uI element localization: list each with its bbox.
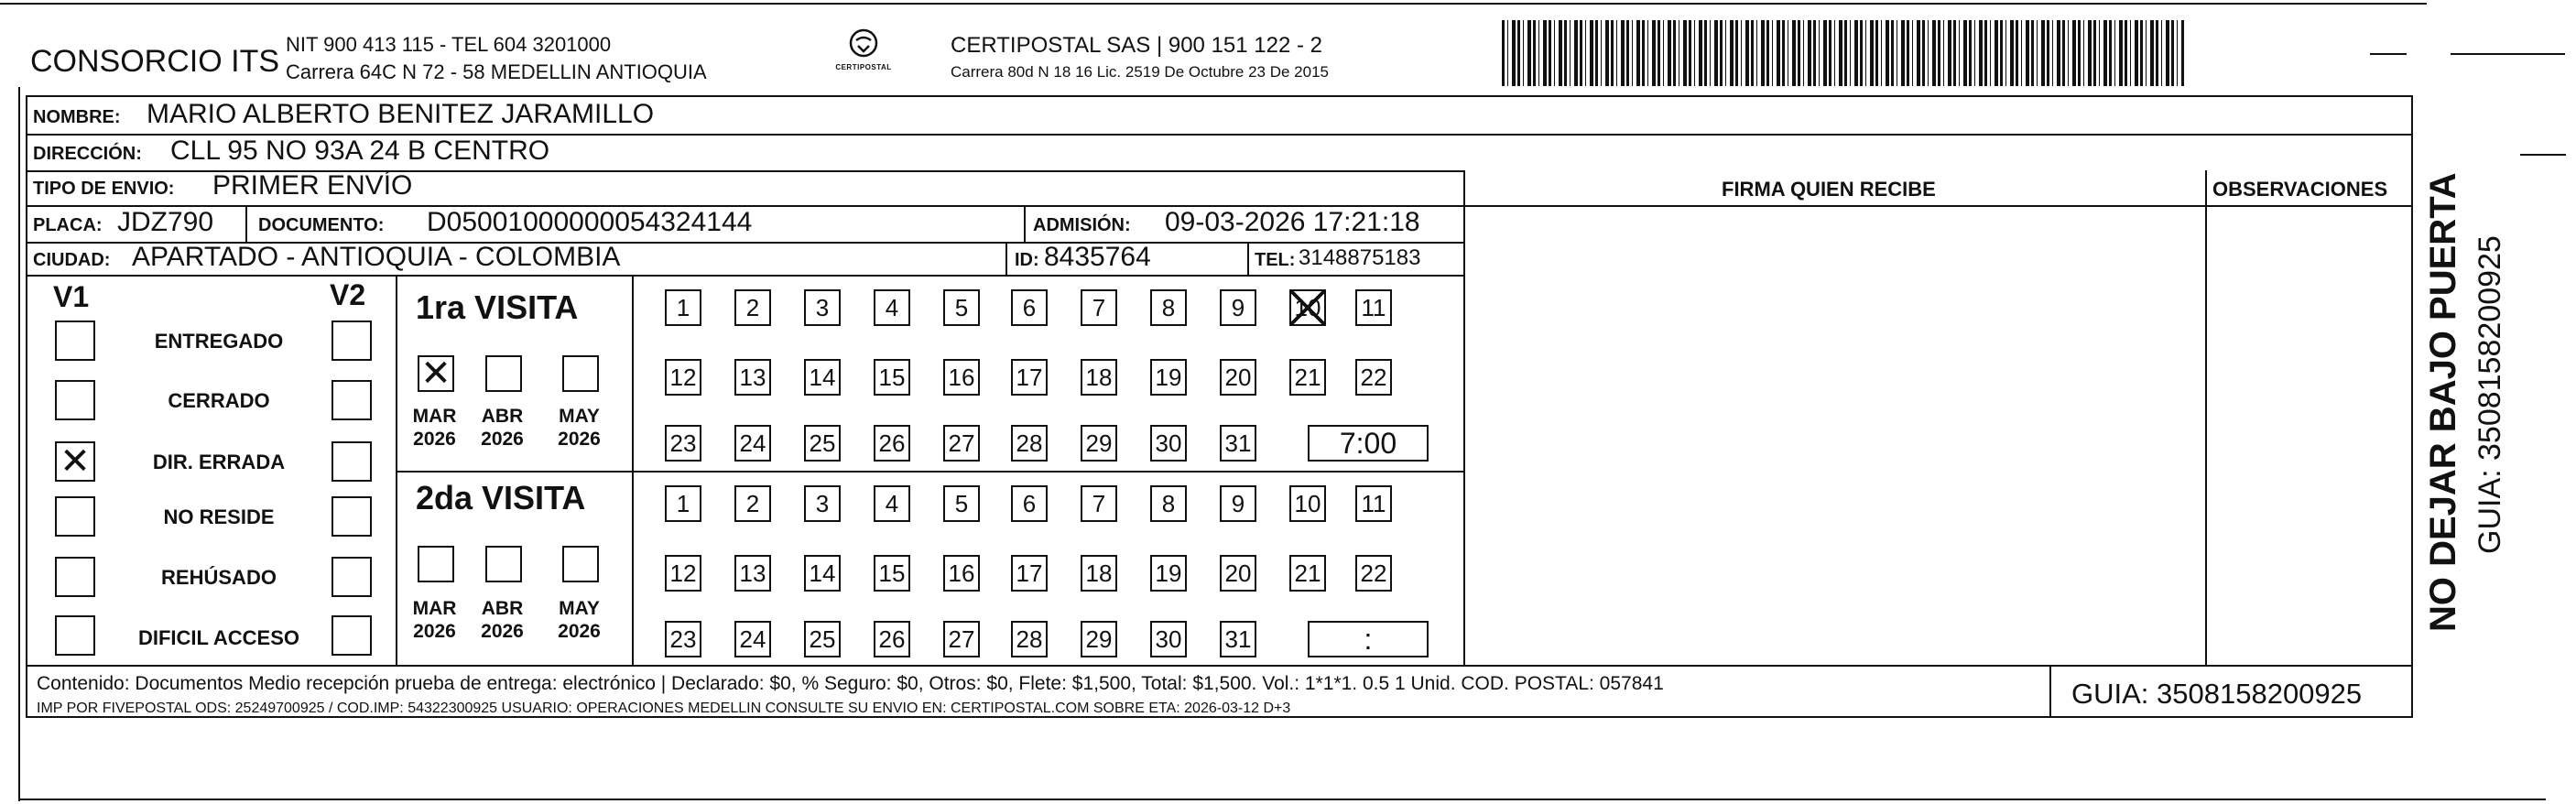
- v2-dificil-acceso-checkbox[interactable]: [332, 615, 372, 656]
- first-visit-day-6[interactable]: 6: [1011, 289, 1048, 326]
- documento-value: D05001000000054324144: [427, 207, 753, 237]
- id-label: ID:: [1015, 250, 1039, 270]
- first-visit-day-29[interactable]: 29: [1081, 425, 1117, 462]
- second-visit-day-29[interactable]: 29: [1081, 621, 1117, 657]
- id-value: 8435764: [1044, 242, 1151, 272]
- firma-header: FIRMA QUIEN RECIBE: [1722, 178, 1936, 201]
- second-visit-abr-box[interactable]: [485, 546, 522, 582]
- first-visit-day-17[interactable]: 17: [1011, 359, 1048, 396]
- first-visit-time-box[interactable]: 7:00: [1308, 425, 1429, 462]
- second-visit-abr-label: ABR 2026: [481, 598, 524, 643]
- v1-label: V1: [53, 280, 90, 313]
- first-visit-day-25[interactable]: 25: [804, 425, 841, 462]
- second-visit-day-8[interactable]: 8: [1150, 485, 1187, 522]
- first-visit-day-11[interactable]: 11: [1355, 289, 1392, 326]
- first-visit-day-26[interactable]: 26: [874, 425, 910, 462]
- v1-dir-errada-checkbox[interactable]: ✕: [55, 441, 95, 482]
- first-visit-day-21[interactable]: 21: [1289, 359, 1326, 396]
- certipostal-logo: [831, 27, 896, 82]
- tel-divider: [1247, 242, 1249, 275]
- second-visit-day-6[interactable]: 6: [1011, 485, 1048, 522]
- v2-no-reside-checkbox[interactable]: [332, 496, 372, 537]
- placa-label: PLACA:: [33, 215, 103, 235]
- ciudad-value: APARTADO - ANTIOQUIA - COLOMBIA: [132, 242, 621, 272]
- first-visit-day-14[interactable]: 14: [804, 359, 841, 396]
- v1-cerrado-checkbox[interactable]: [55, 380, 95, 420]
- second-visit-day-28[interactable]: 28: [1011, 621, 1048, 657]
- obs-left-line: [2205, 170, 2207, 665]
- side-guia: GUIA: 3508158200925: [2473, 235, 2507, 554]
- second-visit-time-box[interactable]: :: [1308, 621, 1429, 657]
- ciudad-label: CIUDAD:: [33, 250, 111, 270]
- first-visit-may-label: MAY 2026: [558, 406, 601, 451]
- second-visit-mar-label: MAR 2026: [412, 598, 457, 643]
- first-visit-day-16[interactable]: 16: [943, 359, 980, 396]
- first-visit-day-24[interactable]: 24: [734, 425, 771, 462]
- tipo-envio-value: PRIMER ENVÍO: [212, 170, 413, 201]
- second-visit-day-25[interactable]: 25: [804, 621, 841, 657]
- second-visit-day-21[interactable]: 21: [1289, 555, 1326, 592]
- bottom-border: [18, 799, 2546, 800]
- logo-emblem-icon: [848, 27, 879, 59]
- second-visit-day-20[interactable]: 20: [1220, 555, 1256, 592]
- status-entregado: ENTREGADO: [154, 330, 284, 353]
- second-visit-day-12[interactable]: 12: [665, 555, 701, 592]
- tipo-envio-label: TIPO DE ENVIO:: [33, 179, 175, 199]
- admision-value: 09-03-2026 17:21:18: [1165, 207, 1420, 237]
- second-visit-day-17[interactable]: 17: [1011, 555, 1048, 592]
- v1-rehusado-checkbox[interactable]: [55, 557, 95, 597]
- second-visit-day-3[interactable]: 3: [804, 485, 841, 522]
- first-visit-day-30[interactable]: 30: [1150, 425, 1187, 462]
- first-visit-mar-box[interactable]: ✕: [418, 355, 454, 392]
- second-visit-may-label: MAY 2026: [558, 598, 601, 643]
- barcode: [1502, 20, 2184, 86]
- second-visit-day-14[interactable]: 14: [804, 555, 841, 592]
- second-visit-day-22[interactable]: 22: [1355, 555, 1392, 592]
- header-mark-1: [2370, 53, 2407, 55]
- nombre-value: MARIO ALBERTO BENITEZ JARAMILLO: [147, 99, 655, 129]
- second-visit-may-box[interactable]: [562, 546, 599, 582]
- placa-divider: [245, 205, 247, 242]
- second-visit-day-27[interactable]: 27: [943, 621, 980, 657]
- second-visit-day-26[interactable]: 26: [874, 621, 910, 657]
- first-visit-title: 1ra VISITA: [416, 288, 579, 326]
- second-visit-day-30[interactable]: 30: [1150, 621, 1187, 657]
- left-border: [18, 87, 20, 801]
- first-visit-day-23[interactable]: 23: [665, 425, 701, 462]
- first-visit-day-8[interactable]: 8: [1150, 289, 1187, 326]
- admision-label: ADMISIÓN:: [1033, 215, 1131, 235]
- first-visit-day-3[interactable]: 3: [804, 289, 841, 326]
- status-dir-errada: DIR. ERRADA: [152, 451, 286, 473]
- operator-address: Carrera 80d N 18 16 Lic. 2519 De Octubre 23 De 2015: [951, 63, 1329, 81]
- direccion-label: DIRECCIÓN:: [33, 144, 142, 164]
- second-visit-day-7[interactable]: 7: [1081, 485, 1117, 522]
- operator-name: CERTIPOSTAL SAS | 900 151 122 - 2: [951, 33, 1322, 58]
- placa-value: JDZ790: [117, 207, 214, 237]
- first-visit-day-19[interactable]: 19: [1150, 359, 1187, 396]
- side-warning: NO DEJAR BAJO PUERTA: [2423, 172, 2463, 632]
- second-visit-day-10[interactable]: 10: [1289, 485, 1326, 522]
- company-address: Carrera 64C N 72 - 58 MEDELLIN ANTIOQUIA: [286, 60, 707, 83]
- visit-split-line: [396, 471, 1465, 473]
- header-mark-3: [2520, 154, 2566, 156]
- first-visit-abr-label: ABR 2026: [481, 406, 524, 451]
- footer-guia: GUIA: 3508158200925: [2071, 678, 2363, 710]
- admision-divider: [1024, 205, 1026, 242]
- second-visit-day-2[interactable]: 2: [734, 485, 771, 522]
- first-visit-day-5[interactable]: 5: [943, 289, 980, 326]
- documento-label: DOCUMENTO:: [258, 215, 385, 235]
- nombre-label: NOMBRE:: [33, 107, 121, 127]
- months-right-line: [632, 275, 634, 665]
- v1-entregado-checkbox[interactable]: [55, 321, 95, 361]
- first-visit-may-box[interactable]: [562, 355, 599, 392]
- second-visit-day-16[interactable]: 16: [943, 555, 980, 592]
- first-visit-day-4[interactable]: 4: [874, 289, 910, 326]
- status-cerrado: CERRADO: [168, 389, 270, 412]
- observaciones-header: OBSERVACIONES: [2212, 178, 2388, 201]
- second-visit-day-4[interactable]: 4: [874, 485, 910, 522]
- first-visit-day-2[interactable]: 2: [734, 289, 771, 326]
- first-visit-day-27[interactable]: 27: [943, 425, 980, 462]
- id-divider: [1005, 242, 1007, 275]
- direccion-value: CLL 95 NO 93A 24 B CENTRO: [170, 136, 550, 166]
- second-visit-day-1[interactable]: 1: [665, 485, 701, 522]
- second-visit-day-24[interactable]: 24: [734, 621, 771, 657]
- first-visit-day-31[interactable]: 31: [1220, 425, 1256, 462]
- first-visit-day-18[interactable]: 18: [1081, 359, 1117, 396]
- v2-dir-errada-checkbox[interactable]: [332, 441, 372, 482]
- second-visit-title: 2da VISITA: [416, 479, 586, 516]
- status-right-line: [396, 275, 397, 665]
- first-visit-day-9[interactable]: 9: [1220, 289, 1256, 326]
- top-border: [0, 3, 2427, 5]
- v2-label: V2: [330, 278, 366, 311]
- second-visit-day-19[interactable]: 19: [1150, 555, 1187, 592]
- v2-cerrado-checkbox[interactable]: [332, 380, 372, 420]
- first-visit-day-10[interactable]: 10: [1289, 289, 1326, 326]
- first-visit-day-22[interactable]: 22: [1355, 359, 1392, 396]
- second-visit-day-23[interactable]: 23: [665, 621, 701, 657]
- tel-label: TEL:: [1255, 250, 1296, 270]
- status-no-reside: NO RESIDE: [163, 505, 275, 528]
- second-visit-day-11[interactable]: 11: [1355, 485, 1392, 522]
- first-visit-day-28[interactable]: 28: [1011, 425, 1048, 462]
- tel-value: 3148875183: [1299, 245, 1421, 270]
- first-visit-day-15[interactable]: 15: [874, 359, 910, 396]
- v2-entregado-checkbox[interactable]: [332, 321, 372, 361]
- company-name: CONSORCIO ITS: [30, 44, 280, 79]
- second-visit-day-31[interactable]: 31: [1220, 621, 1256, 657]
- firma-left-line: [1463, 170, 1465, 665]
- first-visit-day-7[interactable]: 7: [1081, 289, 1117, 326]
- second-visit-day-18[interactable]: 18: [1081, 555, 1117, 592]
- second-visit-day-15[interactable]: 15: [874, 555, 910, 592]
- first-visit-day-13[interactable]: 13: [734, 359, 771, 396]
- v1-dificil-acceso-checkbox[interactable]: [55, 615, 95, 656]
- second-visit-day-5[interactable]: 5: [943, 485, 980, 522]
- status-dificil-acceso: DIFICIL ACCESO: [137, 626, 299, 649]
- row-line-5: [26, 275, 1465, 277]
- footer-imp-line: IMP POR FIVEPOSTAL ODS: 25249700925 / COD.IMP: 54322300925 USUARIO: OPERACIONES MEDELLIN CONSULTE SU ENVIO EN: CERTIPOSTAL.COM SOBRE ETA: 2026-03-12 D+3: [37, 701, 1291, 716]
- first-visit-abr-box[interactable]: [485, 355, 522, 392]
- header-mark-2: [2451, 53, 2565, 55]
- v1-no-reside-checkbox[interactable]: [55, 496, 95, 537]
- v2-rehusado-checkbox[interactable]: [332, 557, 372, 597]
- second-visit-day-9[interactable]: 9: [1220, 485, 1256, 522]
- first-visit-day-12[interactable]: 12: [665, 359, 701, 396]
- first-visit-day-20[interactable]: 20: [1220, 359, 1256, 396]
- second-visit-mar-box[interactable]: [418, 546, 454, 582]
- first-visit-day-1[interactable]: 1: [665, 289, 701, 326]
- status-rehusado: REHÚSADO: [161, 566, 277, 589]
- first-visit-mar-label: MAR 2026: [412, 406, 457, 451]
- second-visit-day-13[interactable]: 13: [734, 555, 771, 592]
- footer-content-line: Contenido: Documentos Medio recepción prueba de entrega: electrónico | Declarado: $0, % Seguro: $0, Otros: $0, Flete: $1,500, Total: $1,500. Vol.: 1*1*1. 0.5 1 Unid. COD. POSTAL: 057841: [37, 673, 1664, 694]
- company-nit: NIT 900 413 115 - TEL 604 3201000: [286, 33, 612, 56]
- logo-text: CERTIPOSTAL: [835, 63, 892, 71]
